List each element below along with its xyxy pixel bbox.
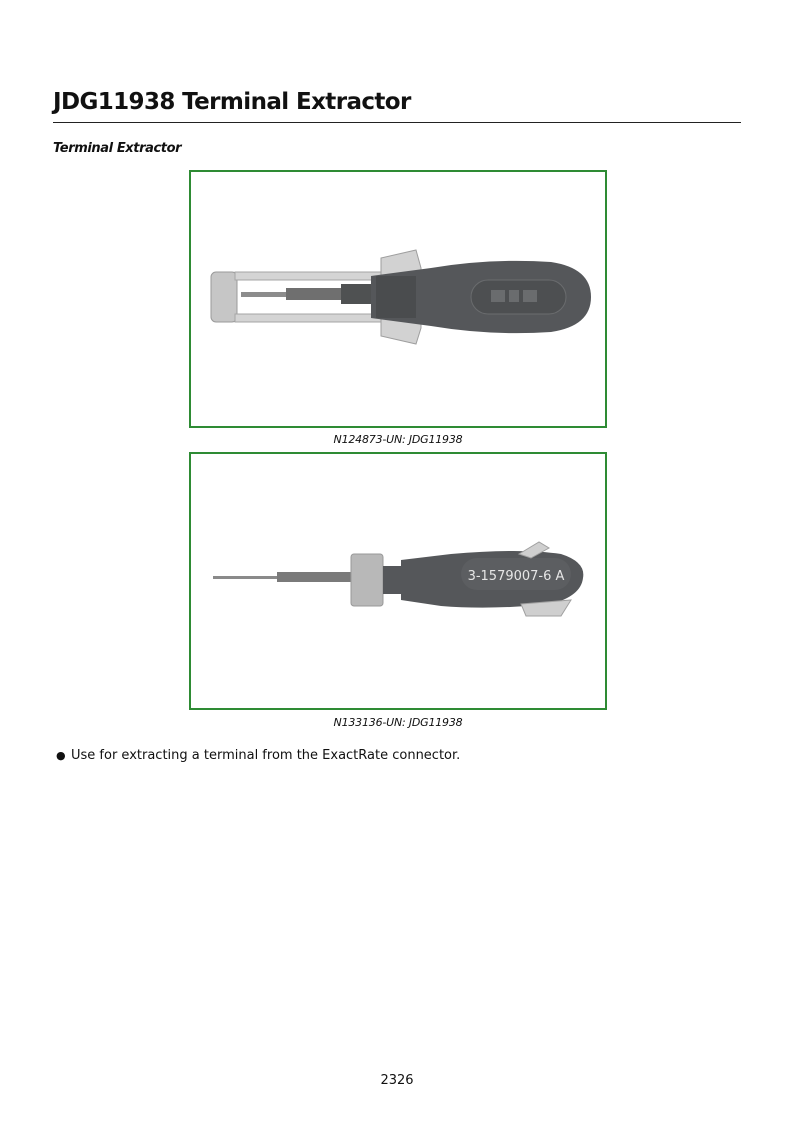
bullet-dot-icon: ● [56, 749, 66, 762]
figure-2-caption: N133136-UN: JDG11938 [333, 716, 463, 729]
figure-1-tool-photo [189, 170, 607, 428]
page-title: JDG11938 Terminal Extractor [53, 89, 411, 115]
page-number: 2326 [380, 1073, 414, 1088]
list-item [56, 748, 460, 763]
section-subtitle: Terminal Extractor [53, 141, 182, 156]
part-marking-text: 3-1579007-6 A [467, 569, 565, 584]
bullet-list [56, 748, 460, 763]
figure-1-caption: N124873-UN: JDG11938 [333, 433, 463, 446]
terminal-extractor-illustration [191, 454, 605, 708]
list-item-text: Use for extracting a terminal from the ExactRate connector. [71, 748, 461, 763]
terminal-extractor-illustration [191, 172, 605, 426]
figure-2-tool-photo [189, 452, 607, 710]
title-divider [53, 122, 741, 123]
